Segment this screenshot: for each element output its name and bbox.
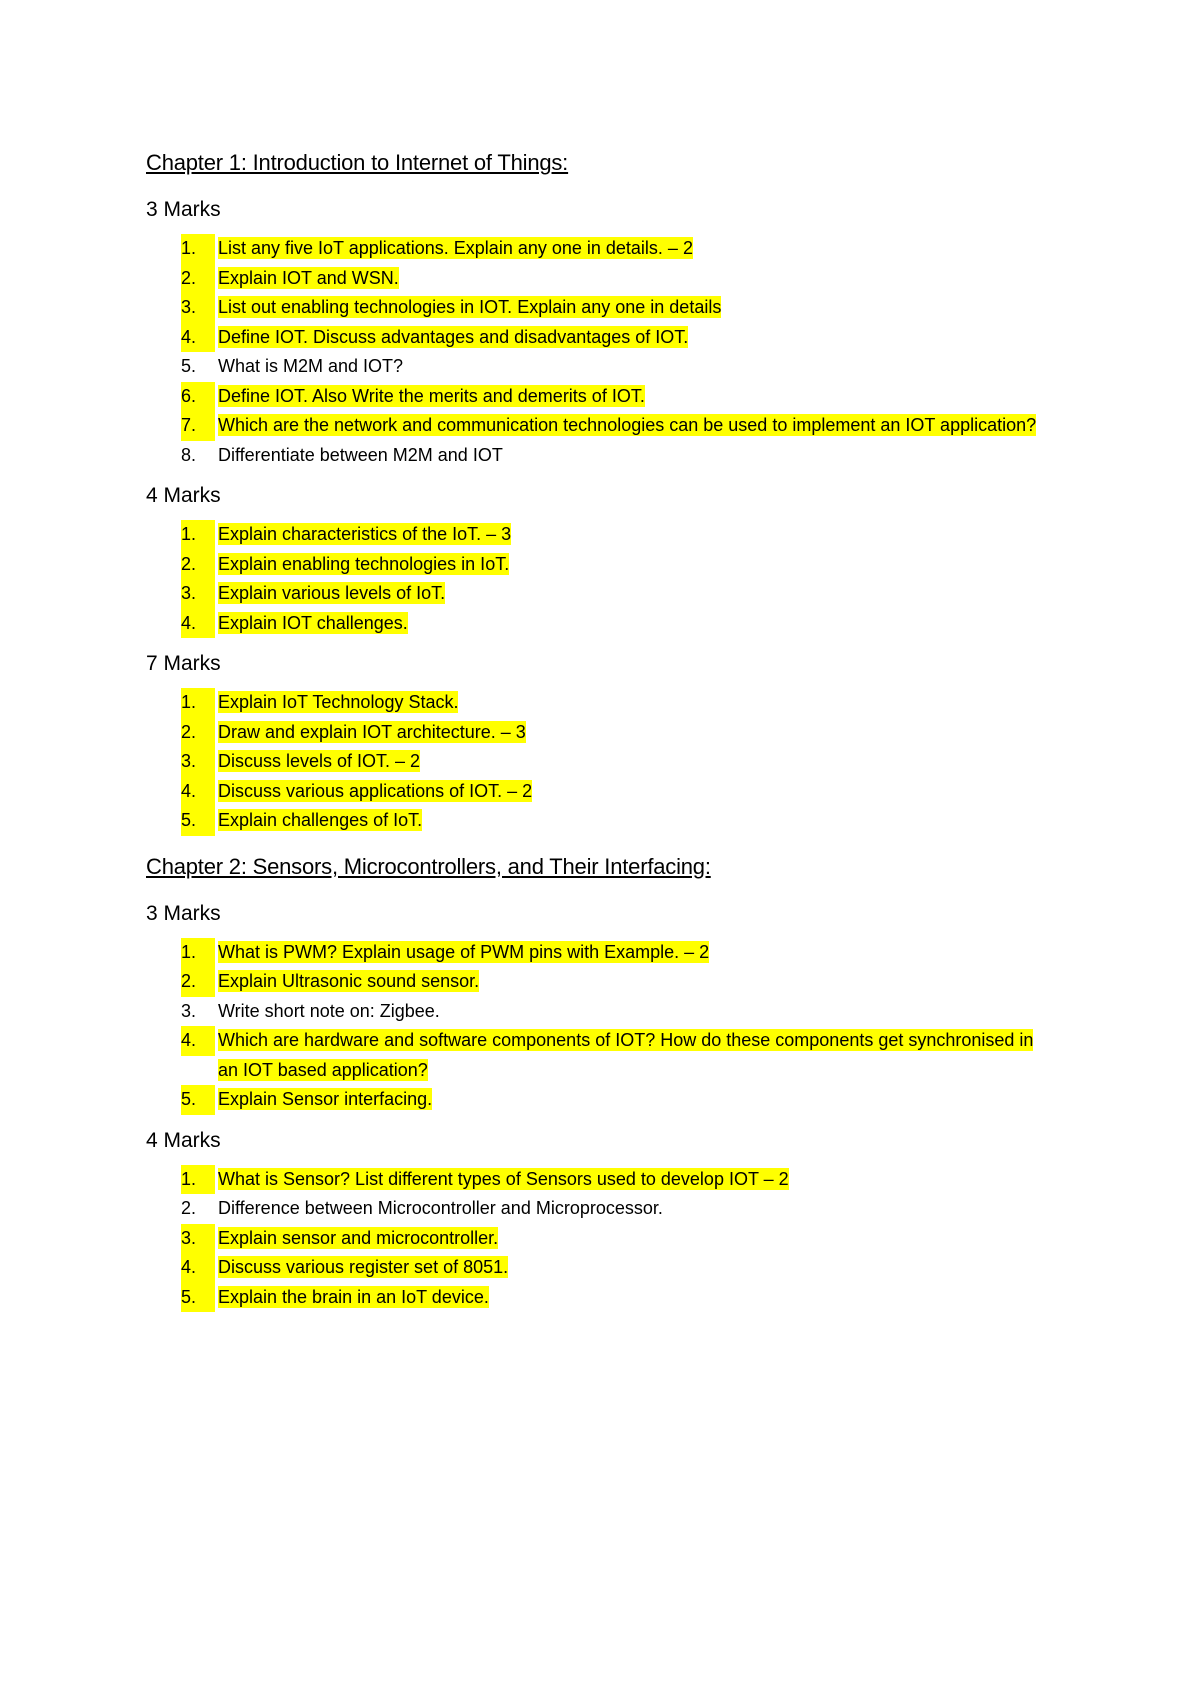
marks-section xyxy=(146,650,1046,836)
question-text: List out enabling technologies in IOT. Explain any one in details xyxy=(218,297,722,317)
chapter-title: Chapter 1: Introduction to Internet of Things: xyxy=(146,150,569,175)
question-item xyxy=(146,382,1046,412)
question-number: 3. xyxy=(181,1224,215,1254)
document-content xyxy=(146,148,1046,1328)
question-text: Explain enabling technologies in IoT. xyxy=(218,553,510,574)
marks-heading: 3 Marks xyxy=(146,901,221,925)
marks-section xyxy=(146,1127,1046,1313)
question-item xyxy=(146,1194,1046,1224)
question-text: Which are the network and communication technologies can be used to implement an IOT application? xyxy=(218,415,1037,435)
question-item xyxy=(146,1224,1046,1254)
question-text: What is Sensor? List different types of Sensors used to develop IOT – 2 xyxy=(218,1168,789,1189)
question-text: Explain IOT challenges. xyxy=(218,612,408,633)
question-item xyxy=(146,938,1046,968)
question-text: Define IOT. Also Write the merits and demerits of IOT. xyxy=(218,385,645,406)
question-item xyxy=(146,234,1046,264)
question-text: Explain Ultrasonic sound sensor. xyxy=(218,971,480,991)
question-item xyxy=(146,520,1046,550)
marks-heading: 3 Marks xyxy=(146,198,221,221)
question-number: 4. xyxy=(181,1026,215,1056)
question-item xyxy=(146,747,1046,777)
question-item xyxy=(146,997,1046,1027)
question-number: 3. xyxy=(181,1000,197,1021)
question-text: Explain the brain in an IoT device. xyxy=(218,1286,489,1307)
question-item xyxy=(146,264,1046,294)
question-text: Difference between Microcontroller and Microprocessor. xyxy=(218,1198,663,1218)
question-text: Explain challenges of IoT. xyxy=(218,810,423,830)
question-item xyxy=(146,323,1046,353)
question-text: Write short note on: Zigbee. xyxy=(218,1000,440,1021)
question-number: 1. xyxy=(181,938,215,968)
question-number: 6. xyxy=(181,382,215,412)
question-item xyxy=(146,967,1046,997)
question-number: 4. xyxy=(181,323,215,353)
marks-section xyxy=(146,196,1046,470)
question-number: 5. xyxy=(181,806,215,836)
question-number: 1. xyxy=(181,1165,215,1195)
question-item xyxy=(146,1085,1046,1115)
question-text: Discuss various register set of 8051. xyxy=(218,1257,509,1277)
question-list xyxy=(146,688,1046,836)
question-item xyxy=(146,718,1046,748)
question-number: 5. xyxy=(181,356,197,376)
question-number: 1. xyxy=(181,520,215,550)
question-item xyxy=(146,579,1046,609)
question-text: Explain IoT Technology Stack. xyxy=(218,692,459,712)
question-text: Which are hardware and software components of IOT? How do these components get synchronised in an IOT based application? xyxy=(218,1030,1034,1080)
question-list xyxy=(146,1165,1046,1313)
question-number: 7. xyxy=(181,411,215,441)
question-number: 3. xyxy=(181,579,215,609)
question-number: 4. xyxy=(181,609,215,639)
question-item xyxy=(146,806,1046,836)
question-text: Define IOT. Discuss advantages and disadvantages of IOT. xyxy=(218,326,689,347)
marks-heading: 7 Marks xyxy=(146,652,221,675)
question-text: What is PWM? Explain usage of PWM pins with Example. – 2 xyxy=(218,941,710,962)
question-number: 5. xyxy=(181,1085,215,1115)
question-number: 8. xyxy=(181,444,197,465)
chapter-title: Chapter 2: Sensors, Microcontrollers, and Their Interfacing: xyxy=(146,853,711,879)
chapter-block xyxy=(146,148,1046,836)
question-number: 1. xyxy=(181,234,215,264)
question-item xyxy=(146,1283,1046,1313)
marks-heading: 4 Marks xyxy=(146,484,221,507)
marks-section xyxy=(146,482,1046,638)
question-item xyxy=(146,1253,1046,1283)
question-text: Discuss levels of IOT. – 2 xyxy=(218,751,421,771)
question-item xyxy=(146,441,1046,471)
marks-section xyxy=(146,900,1046,1115)
question-item xyxy=(146,1026,1046,1085)
question-number: 4. xyxy=(181,777,215,807)
question-number: 2. xyxy=(181,264,215,294)
question-item xyxy=(146,411,1046,441)
question-number: 5. xyxy=(181,1283,215,1313)
question-item xyxy=(146,609,1046,639)
question-text: Explain sensor and microcontroller. xyxy=(218,1227,499,1248)
question-item xyxy=(146,550,1046,580)
question-item xyxy=(146,688,1046,718)
question-item xyxy=(146,777,1046,807)
question-text: List any five IoT applications. Explain any one in details. – 2 xyxy=(218,238,693,258)
question-text: Explain characteristics of the IoT. – 3 xyxy=(218,524,512,544)
question-item xyxy=(146,1165,1046,1195)
question-list xyxy=(146,520,1046,638)
question-number: 2. xyxy=(181,967,215,997)
question-item xyxy=(146,293,1046,323)
question-text: Explain Sensor interfacing. xyxy=(218,1089,433,1109)
question-number: 4. xyxy=(181,1253,215,1283)
question-text: What is M2M and IOT? xyxy=(218,356,404,376)
question-text: Discuss various applications of IOT. – 2 xyxy=(218,780,533,801)
marks-heading: 4 Marks xyxy=(146,1128,221,1152)
question-number: 3. xyxy=(181,293,215,323)
question-list xyxy=(146,938,1046,1115)
chapter-block xyxy=(146,852,1046,1313)
question-number: 2. xyxy=(181,718,215,748)
question-number: 2. xyxy=(181,1198,197,1218)
question-number: 3. xyxy=(181,747,215,777)
question-text: Explain various levels of IoT. xyxy=(218,583,446,603)
question-number: 1. xyxy=(181,688,215,718)
question-text: Draw and explain IOT architecture. – 3 xyxy=(218,721,526,742)
question-item xyxy=(146,352,1046,382)
question-number: 2. xyxy=(181,550,215,580)
question-text: Explain IOT and WSN. xyxy=(218,267,399,288)
question-text: Differentiate between M2M and IOT xyxy=(218,444,503,465)
question-list xyxy=(146,234,1046,470)
